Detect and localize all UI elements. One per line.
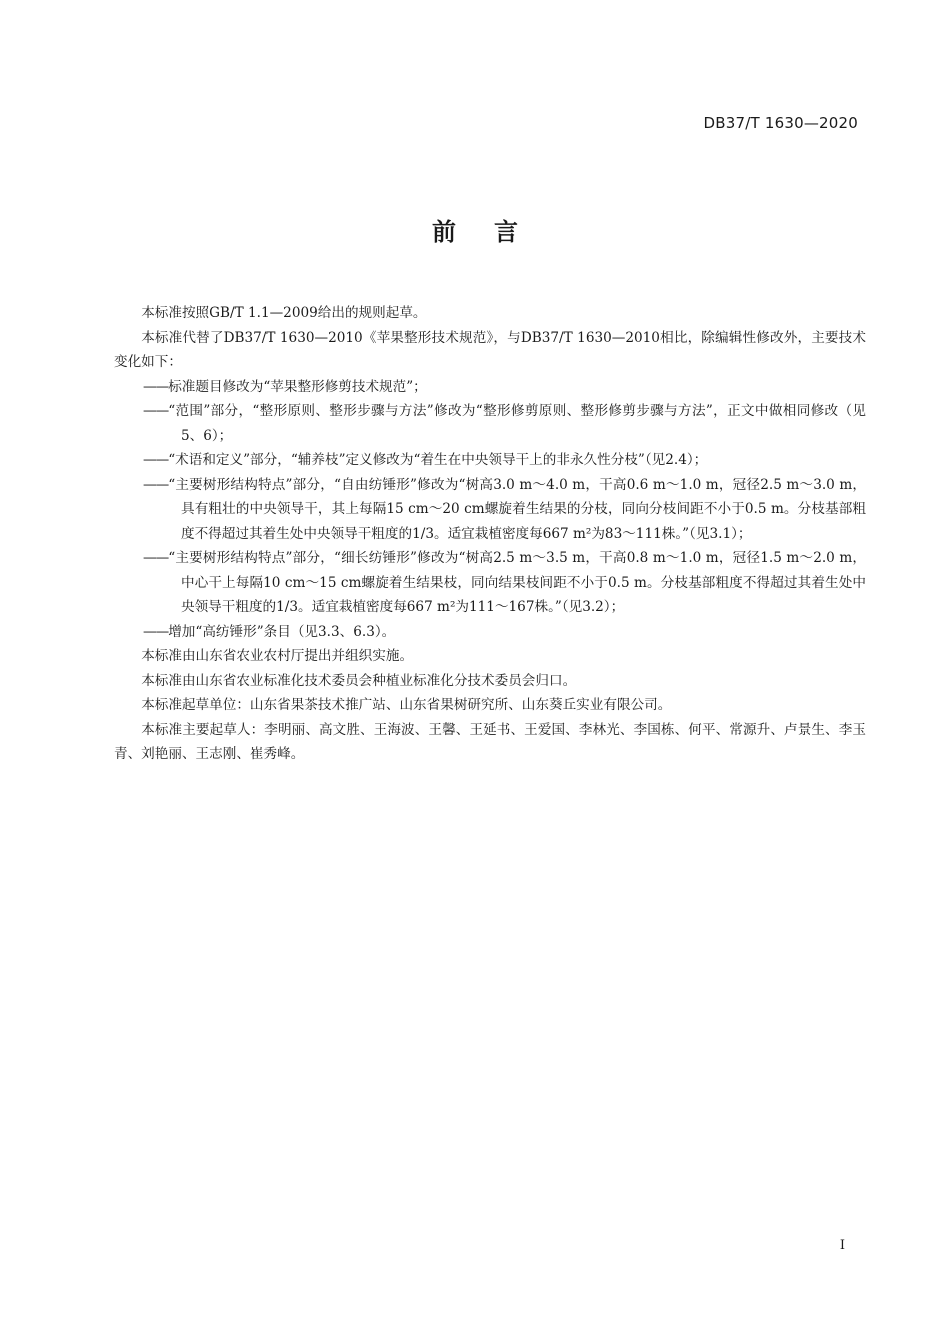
change-item — [114, 448, 866, 473]
change-item — [114, 473, 866, 547]
dash-mark: —— — [143, 476, 169, 493]
change-item-text: “范围”部分，“整形原则、整形步骤与方法”修改为“整形修剪原则、整形修剪步骤与方法”，正文中做相同修改（见5、6）； — [168, 403, 866, 444]
paragraph-drafters: 本标准主要起草人：李明丽、高文胜、王海波、王馨、王延书、王爱国、李林光、李国栋、何平、常源升、卢景生、李玉青、刘艳丽、王志刚、崔秀峰。 — [114, 721, 866, 762]
change-item-text: 标准题目修改为“苹果整形修剪技术规范”； — [168, 378, 427, 395]
dash-mark: —— — [143, 550, 169, 566]
document-body — [114, 301, 866, 767]
change-item — [114, 399, 866, 448]
paragraph-drafting-rules: 本标准按照GB/T 1.1—2009给出的规则起草。 — [141, 305, 427, 321]
dash-mark: —— — [143, 623, 169, 640]
change-item — [114, 620, 866, 645]
change-item-text: “主要树形结构特点”部分，“细长纺锤形”修改为“树高2.5 m～3.5 m，干高0.8 m～1.0 m，冠径1.5 m～2.0 m，中心干上每隔10 cm～15 cm螺旋着生结果枝，同向结果枝间距不小于0.5 m。分枝基部粗度不得超过其着生处中央领导干粗度的1/3。适宜栽植密度每667 m²为111～167株。”（见3.2）； — [168, 550, 866, 615]
paragraph-committee: 本标准由山东省农业标准化技术委员会种植业标准化分技术委员会归口。 — [141, 672, 577, 689]
dash-mark: —— — [143, 452, 169, 468]
change-item — [114, 375, 866, 400]
page-title: 前言 — [432, 218, 556, 246]
change-item-text: “主要树形结构特点”部分，“自由纺锤形”修改为“树高3.0 m～4.0 m，干高0.6 m～1.0 m，冠径2.5 m～3.0 m，具有粗壮的中央领导干，其上每隔15 cm～20 cm螺旋着生结果的分枝，同向分枝间距不小于0.5 m。分枝基部粗度不得超过其着生处中央领导干粗度的1/3。适宜栽植密度每667 m²为83～111株。”（见3.1）； — [168, 476, 866, 542]
change-item — [114, 546, 866, 620]
standard-code: DB37/T 1630—2020 — [703, 114, 858, 132]
change-item-text: 增加“高纺锤形”条目（见3.3、6.3）。 — [168, 623, 396, 640]
paragraph-proposer: 本标准由山东省农业农村厅提出并组织实施。 — [141, 648, 414, 664]
change-item-text: “术语和定义”部分，“辅养枝”定义修改为“着生在中央领导干上的非永久性分枝”（见2.4）； — [168, 452, 708, 468]
paragraph-replacement: 本标准代替了DB37/T 1630—2010《苹果整形技术规范》，与DB37/T 1630—2010相比，除编辑性修改外，主要技术变化如下： — [114, 329, 866, 370]
page-number: I — [839, 1238, 845, 1253]
paragraph-drafting-units: 本标准起草单位：山东省果茶技术推广站、山东省果树研究所、山东葵丘实业有限公司。 — [141, 697, 672, 713]
dash-mark: —— — [143, 403, 169, 419]
dash-mark: —— — [143, 378, 169, 395]
